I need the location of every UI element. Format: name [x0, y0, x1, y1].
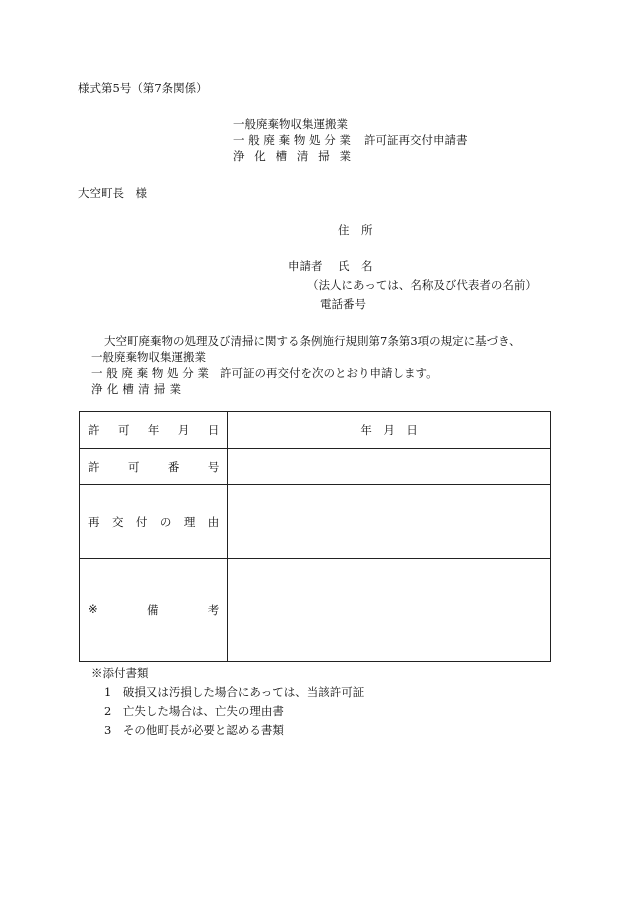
applicant-label: 申請者	[288, 259, 323, 273]
permit-number-label-cell	[80, 449, 228, 485]
table-row	[80, 412, 551, 449]
title-category-collect	[233, 116, 351, 132]
body-category-dispose: 一 般 廃 棄 物 処 分 業	[91, 366, 209, 380]
body-line-1: 大空町廃棄物の処理及び清掃に関する条例施行規則第7条第3項の規定に基づき、	[104, 334, 521, 348]
addressee: 大空町長 様	[78, 186, 147, 200]
body-category-septic: 浄 化 槽 清 掃 業	[91, 382, 181, 396]
remarks-value-cell[interactable]	[228, 559, 551, 662]
table-row	[80, 449, 551, 485]
corporation-note: （法人にあっては、名称及び代表者の名前）	[307, 278, 537, 292]
permit-date-label-cell	[80, 412, 228, 449]
reissue-reason-label: 再 交 付 の 理 由	[88, 514, 220, 529]
reissue-reason-label-cell	[80, 485, 228, 559]
table-row	[80, 485, 551, 559]
permit-number-label: 許 可 番 号	[88, 459, 220, 474]
reissue-reason-value-cell[interactable]	[228, 485, 551, 559]
permit-date-label: 許 可 年 月 日	[88, 423, 220, 437]
remarks-label: ※ 備 考	[88, 602, 220, 617]
table-row	[80, 559, 551, 662]
body-tail: 許可証の再交付を次のとおり申請します。	[220, 366, 438, 380]
body-category-collect: 一般廃棄物収集運搬業	[91, 350, 206, 364]
title-category-septic: 浄 化 槽 清 掃 業	[233, 149, 351, 163]
phone-label: 電話番号	[320, 297, 366, 311]
title-category-dispose: 一 般 廃 棄 物 処 分 業	[233, 133, 351, 147]
permit-number-value-cell[interactable]	[228, 449, 551, 485]
permit-date-value-cell[interactable]	[228, 412, 551, 449]
remarks-label-cell	[80, 559, 228, 662]
permit-date-value: 年 月 日	[360, 423, 418, 437]
title-category-collect-text: 一般廃棄物収集運搬業	[233, 117, 348, 131]
form-number: 様式第5号（第7条関係）	[78, 81, 208, 95]
title-main: 許可証再交付申請書	[364, 133, 468, 147]
attachment-item-3: 3 その他町長が必要と認める書類	[104, 723, 284, 737]
attachment-item-2: 2 亡失した場合は、亡失の理由書	[104, 704, 284, 718]
address-label: 住 所	[338, 223, 373, 237]
name-label: 氏 名	[338, 259, 373, 273]
application-table	[79, 411, 551, 662]
attachments-heading: ※添付書類	[91, 666, 149, 680]
attachment-item-1: 1 破損又は汚損した場合にあっては、当該許可証	[104, 685, 365, 699]
